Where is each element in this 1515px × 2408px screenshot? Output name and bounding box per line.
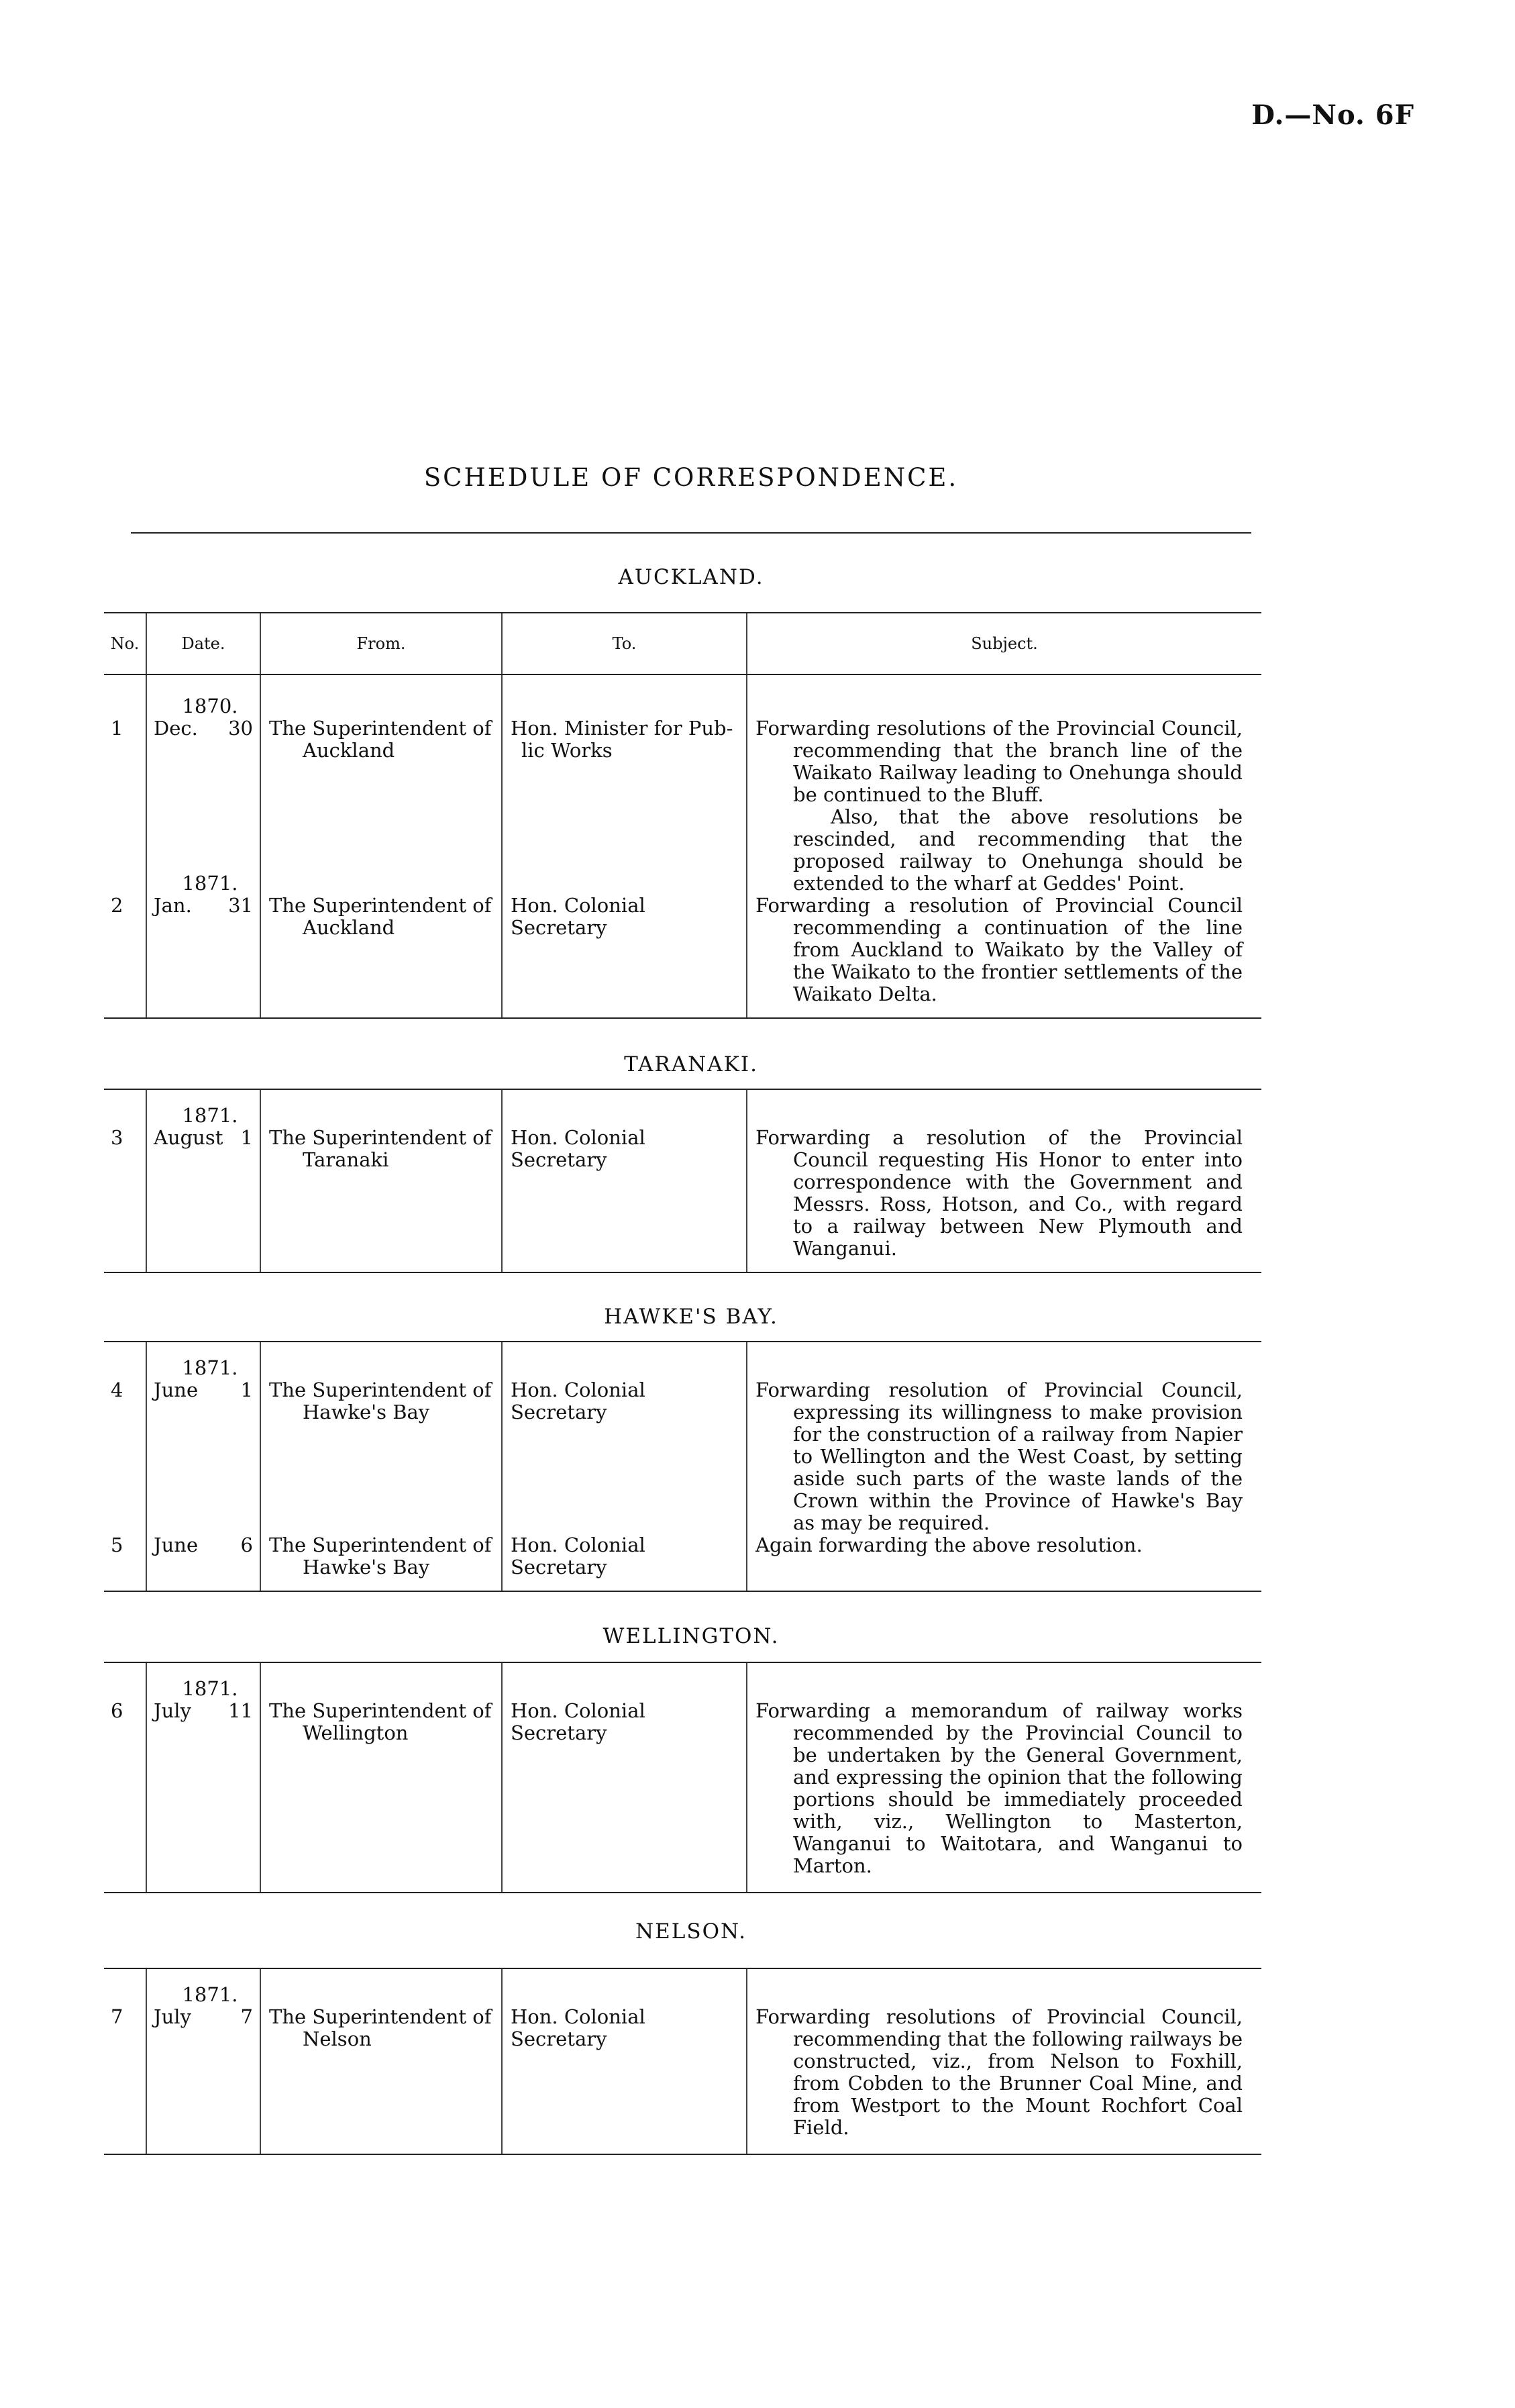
entry-to: Hon. Colonial Secretary (502, 1357, 747, 1534)
table-row (104, 1678, 1261, 1893)
entry-date: June 6 (146, 1534, 260, 1591)
entry-number: 1 (111, 717, 123, 740)
entry-date: 1871. July 11 (146, 1678, 260, 1893)
entry-from: The Superintendent of Auckland (260, 895, 502, 1018)
column-header-to: To. (502, 613, 747, 674)
table-row (104, 1105, 1261, 1272)
entry-from: The Superintendent of Auckland (260, 695, 502, 895)
column-header-date: Date. (146, 613, 260, 674)
page-identifier: D.—No. 6F (1251, 99, 1414, 131)
schedule-table-wellington (104, 1662, 1261, 1893)
entry-subject: Forwarding resolution of Provincial Council, expressing its willingness to make provision for the construction of a railway from Napier to Wellington and the West Coast, by setting aside such parts of the waste lands of the Crown within the Province of Hawke's Bay as may be required. (747, 1357, 1261, 1534)
entry-from: The Superintendent of Taranaki (260, 1105, 502, 1272)
section-title-wellington: WELLINGTON. (603, 1624, 780, 1648)
schedule-table-nelson (104, 1968, 1261, 2155)
entry-from: The Superintendent of Hawke's Bay (260, 1357, 502, 1534)
table-row (104, 1534, 1261, 1591)
column-header-no: No. (104, 613, 146, 674)
entry-subject: Forwarding a memorandum of railway works recommended by the Provincial Council to be undertaken by the General Government, and expressing the opinion that the following portions should be immediately proceeded with, viz., Wellington to Masterton, Wanganui to Waitotara, and Wanganui to Marton. (747, 1678, 1261, 1893)
entry-number: 2 (104, 895, 146, 1018)
schedule-table-auckland (104, 612, 1261, 1019)
table-row (104, 895, 1261, 1018)
table-header-row (104, 613, 1261, 674)
entry-to: Hon. Colonial Secretary (502, 1105, 747, 1272)
entry-date: 1870. Dec. 30 (146, 695, 260, 895)
entry-date: 1871. Jan. 31 (146, 895, 260, 1018)
entry-date: 1871. July 7 (146, 1984, 260, 2154)
entry-subject: Forwarding resolutions of Provincial Council, recommending that the following railways be constructed, viz., from Nelson to Foxhill, from Cobden to the Brunner Coal Mine, and from Westport to the Mount Rochfort Coal Field. (747, 1984, 1261, 2154)
entry-to: Hon. Colonial Secretary (502, 895, 747, 1018)
column-header-subject: Subject. (747, 613, 1261, 674)
entry-date: 1871. June 1 (146, 1357, 260, 1534)
entry-subject: Forwarding resolutions of the Provincial Council, recommending that the branch line of the Waikato Railway leading to Onehunga should be continued to the Bluff. Also, that the above resolutions be rescinded, and recommending that the proposed railway to Onehunga should be extended to the wharf at Geddes' Point. (747, 695, 1261, 895)
table-row (104, 1984, 1261, 2154)
section-title-taranaki: TARANAKI. (624, 1052, 758, 1076)
entry-subject: Again forwarding the above resolution. (747, 1534, 1261, 1591)
section-title-hawkes-bay: HAWKE'S BAY. (604, 1305, 778, 1329)
schedule-table-hawkes-bay (104, 1341, 1261, 1592)
entry-date: 1871. August 1 (146, 1105, 260, 1272)
entry-to: Hon. Minister for Pub- lic Works (502, 695, 747, 895)
entry-number: 6 (104, 1678, 146, 1893)
entry-subject: Forwarding a resolution of Provincial Council recommending a continuation of the line from Auckland to Waikato by the Valley of the Waikato to the frontier settlements of the Waikato Delta. (747, 895, 1261, 1018)
document-title: SCHEDULE OF CORRESPONDENCE. (423, 463, 959, 492)
entry-number: 7 (104, 1984, 146, 2154)
schedule-table-taranaki (104, 1089, 1261, 1273)
entry-from: The Superintendent of Hawke's Bay (260, 1534, 502, 1591)
section-rule (131, 532, 1251, 534)
table-row (104, 1357, 1261, 1534)
entry-number: 4 (111, 1378, 123, 1401)
table-row (104, 695, 1261, 895)
section-title-nelson: NELSON. (635, 1919, 747, 1944)
entry-to: Hon. Colonial Secretary (502, 1678, 747, 1893)
entry-from: The Superintendent of Wellington (260, 1678, 502, 1893)
column-header-from: From. (260, 613, 502, 674)
entry-to: Hon. Colonial Secretary (502, 1534, 747, 1591)
section-title-auckland: AUCKLAND. (618, 565, 764, 589)
entry-from: The Superintendent of Nelson (260, 1984, 502, 2154)
entry-number: 3 (104, 1105, 146, 1272)
entry-subject: Forwarding a resolution of the Provincial Council requesting His Honor to enter into correspondence with the Government and Messrs. Ross, Hotson, and Co., with regard to a railway between New Plymouth and Wanganui. (747, 1105, 1261, 1272)
entry-to: Hon. Colonial Secretary (502, 1984, 747, 2154)
entry-number: 5 (104, 1534, 146, 1591)
